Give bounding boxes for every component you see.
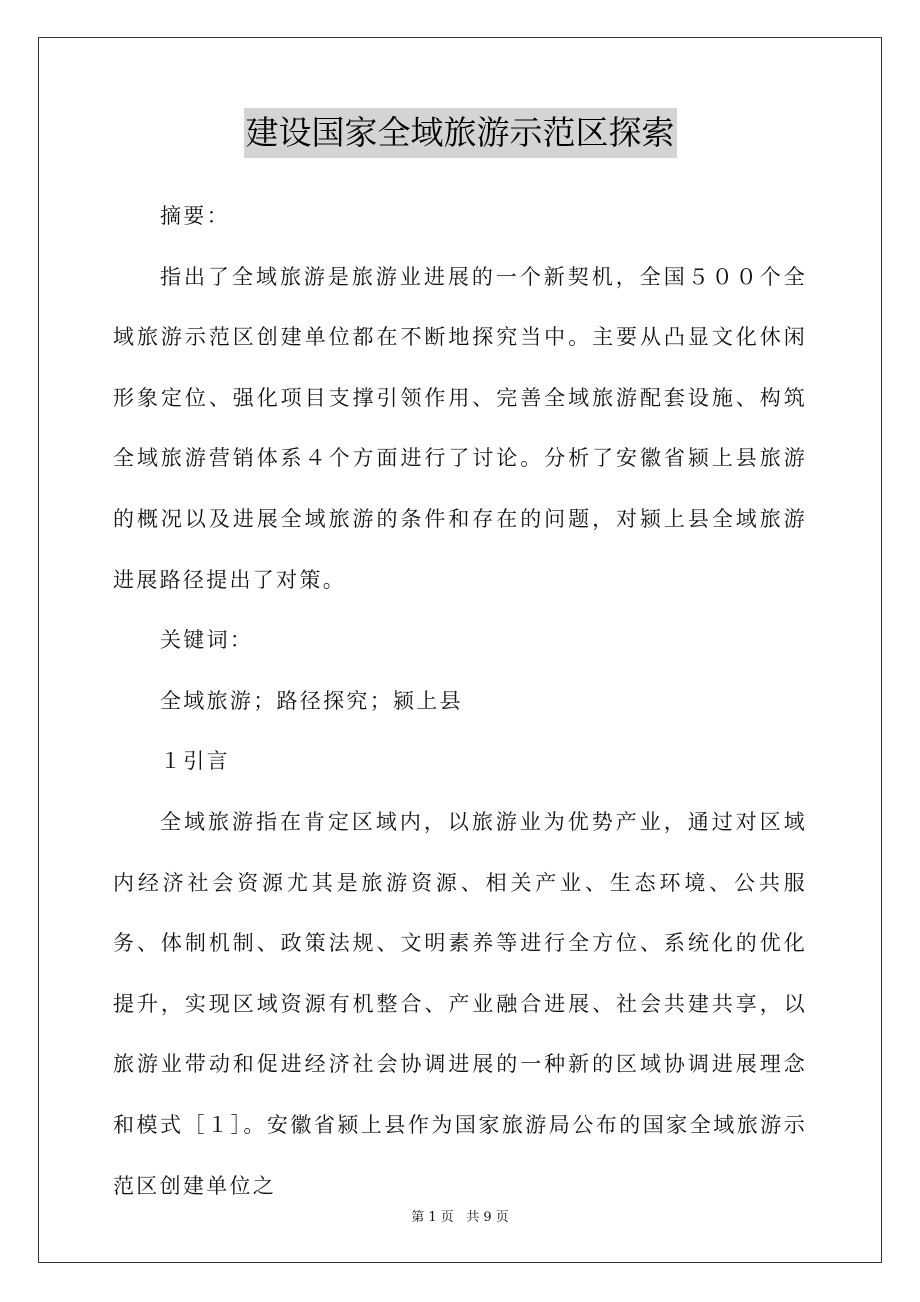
keywords-list: 全域旅游；路径探究；颍上县 — [160, 688, 463, 713]
title-container — [0, 108, 920, 158]
document-title: 建设国家全域旅游示范区探索 — [244, 108, 677, 158]
introduction-paragraph: 全域旅游指在肯定区域内，以旅游业为优势产业，通过对区域内经济社会资源尤其是旅游资源、相关产业、生态环境、公共服务、体制机制、政策法规、文明素养等进行全方位、系统化的优化提升，实现区域资源有机整合、产业融合进展、社会共建共享，以旅游业带动和促进经济社会协调进展的一种新的区域协调进展理念和模式［１］。安徽省颍上县作为国家旅游局公布的国家全域旅游示范区创建单位之 — [113, 809, 807, 1198]
abstract-paragraph: 指出了全域旅游是旅游业进展的一个新契机，全国５００个全域旅游示范区创建单位都在不断地探究当中。主要从凸显文化休闲形象定位、强化项目支撑引领作用、完善全域旅游配套设施、构筑全域旅游营销体系４个方面进行了讨论。分析了安徽省颍上县旅游的概况以及进展全域旅游的条件和存在的问题，对颍上县全域旅游进展路径提出了对策。 — [113, 264, 807, 592]
keywords-heading: 关键词： — [160, 628, 254, 653]
section-heading-introduction: １引言 — [160, 749, 230, 774]
abstract-heading: 摘要： — [160, 204, 230, 228]
document-body — [113, 186, 807, 1216]
page-footer — [0, 1206, 920, 1225]
page-number: 第 1 页 共 9 页 — [411, 1210, 509, 1225]
